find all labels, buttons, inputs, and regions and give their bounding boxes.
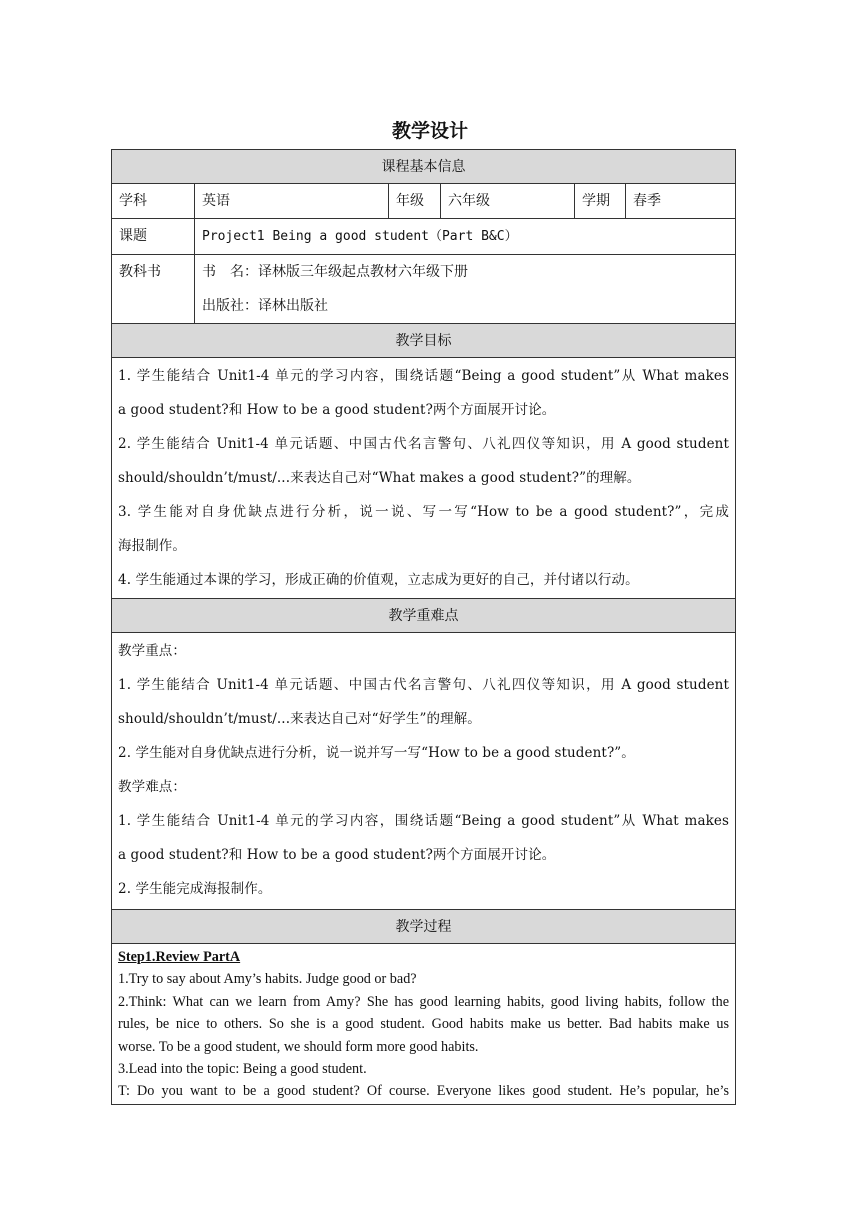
term-value: 春季 (633, 193, 661, 209)
difficult-point-line: 2. 学生能完成海报制作。 (118, 881, 272, 897)
process-header: 教学过程 (112, 910, 735, 944)
process-line: 2.Think: What can we learn from Amy? She has good learning habits, good living habits, follow the (118, 993, 729, 1010)
key-points-body (112, 633, 735, 910)
difficult-point-line: 1. 学生能结合 Unit1-4 单元的学习内容，围绕话题“Being a good student”从 What makes (118, 813, 729, 829)
subject-label: 学科 (112, 184, 195, 218)
process-line: 3.Lead into the topic: Being a good student. (118, 1061, 367, 1078)
objective-line: 海报制作。 (118, 538, 186, 554)
process-line: worse. To be a good student, we should form more good habits. (118, 1038, 479, 1055)
objective-line: 2. 学生能结合 Unit1-4 单元话题、中国古代名言警句、八礼四仪等知识，用 A good student (118, 436, 729, 452)
difficult-points-subheading: 教学难点： (118, 779, 186, 795)
textbook-value (195, 255, 735, 323)
subject-value: 英语 (195, 184, 389, 218)
objective-line: 3. 学生能对自身优缺点进行分析，说一说、写一写“How to be a good student?”，完成 (118, 504, 729, 520)
topic-label: 课题 (112, 219, 195, 254)
step-title: Step1.Review PartA (118, 949, 241, 965)
publisher-line: 出版社：译林出版社 (202, 298, 328, 314)
process-line: rules, be nice to others. So she is a good student. Good habits make us better. Bad habits make us (118, 1016, 729, 1033)
difficult-point-line: a good student?和 How to be a good student?两个方面展开讨论。 (118, 847, 556, 863)
key-points-subheading: 教学重点： (118, 643, 186, 659)
key-point-line: 2. 学生能对自身优缺点进行分析，说一说并写一写“How to be a good student?”。 (118, 745, 635, 761)
book-name-line: 书 名：译林版三年级起点教材六年级下册 (202, 264, 468, 280)
key-points-header: 教学重难点 (112, 599, 735, 633)
objective-line: should/shouldn’t/must/...来表达自己对“What makes a good student?”的理解。 (118, 470, 641, 486)
objectives-header: 教学目标 (112, 324, 735, 358)
textbook-label: 教科书 (112, 255, 195, 323)
textbook-row (112, 255, 735, 324)
lesson-plan-table (111, 149, 736, 1105)
objectives-body (112, 358, 735, 599)
key-point-line: 1. 学生能结合 Unit1-4 单元话题、中国古代名言警句、八礼四仪等知识，用 A good student (118, 677, 729, 693)
term-label: 学期 (575, 184, 626, 218)
process-body (112, 944, 735, 1104)
basic-info-header: 课程基本信息 (112, 150, 735, 184)
key-point-line: should/shouldn’t/must/...来表达自己对“好学生”的理解。 (118, 711, 481, 727)
topic-row (112, 219, 735, 255)
grade-label: 年级 (389, 184, 441, 218)
process-line: 1.Try to say about Amy’s habits. Judge good or bad? (118, 971, 417, 988)
objective-line: 4. 学生能通过本课的学习，形成正确的价值观，立志成为更好的自己，并付诸以行动。 (118, 572, 639, 588)
subject-row (112, 184, 735, 219)
grade-value: 六年级 (441, 184, 575, 218)
objective-line: 1. 学生能结合 Unit1-4 单元的学习内容，围绕话题“Being a good student”从 What makes (118, 368, 729, 384)
topic-value: Project1 Being a good student（Part B&C） (202, 229, 518, 244)
objective-line: a good student?和 How to be a good student?两个方面展开讨论。 (118, 402, 556, 418)
page-title: 教学设计 (391, 120, 468, 142)
process-line: T: Do you want to be a good student? Of course. Everyone likes good student. He’s popular, he’s (118, 1083, 729, 1100)
